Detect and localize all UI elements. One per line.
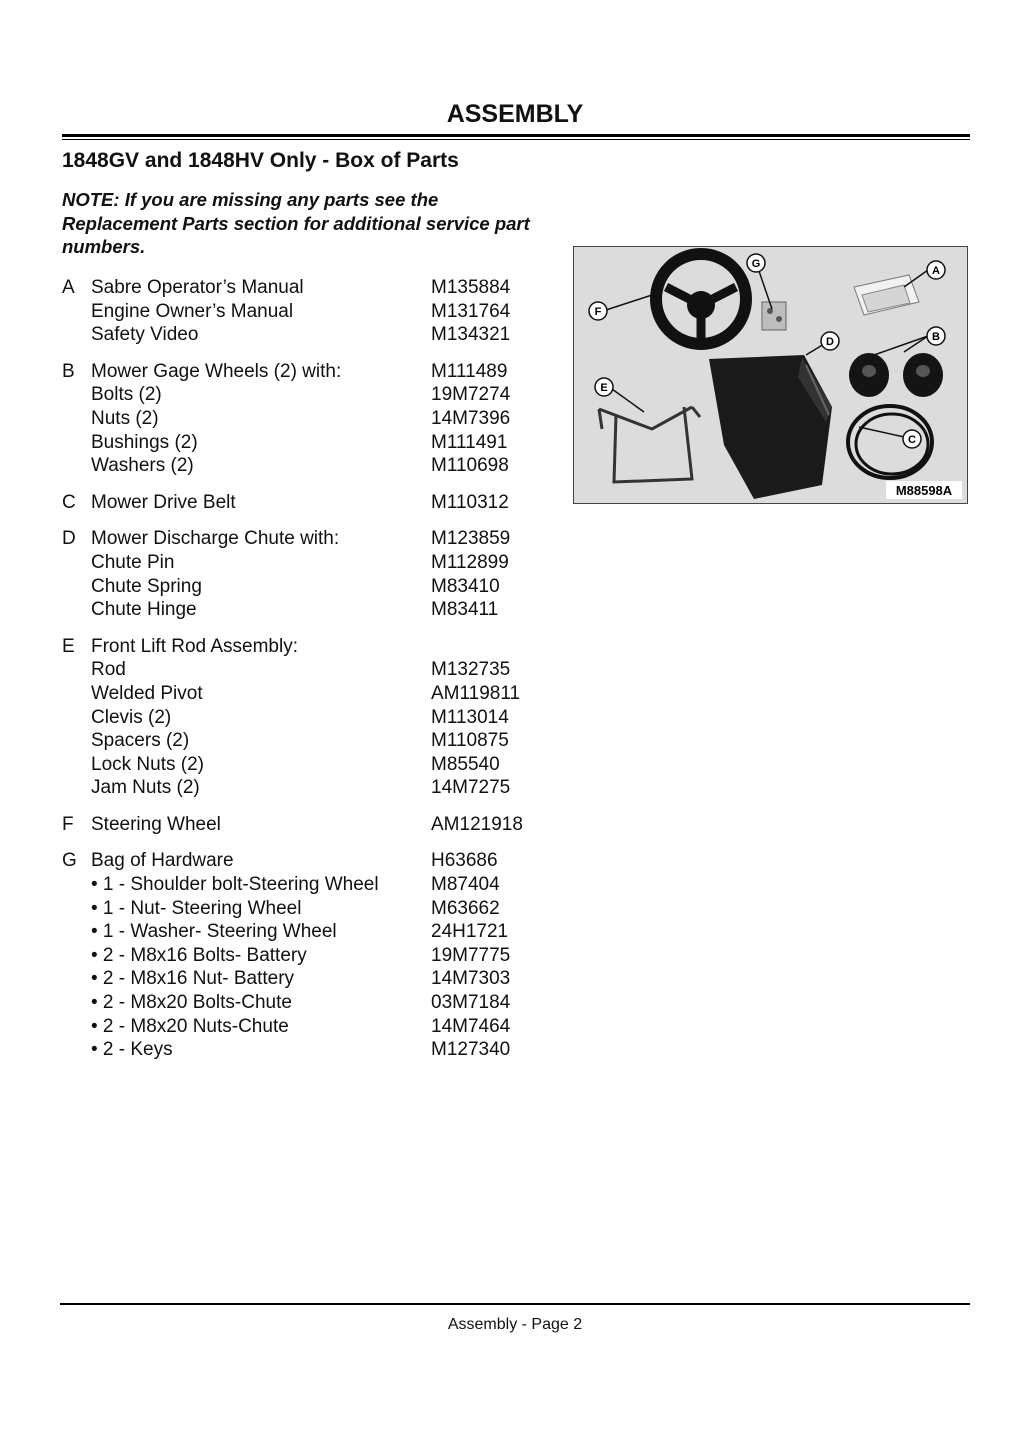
part-description: • 1 - Nut- Steering Wheel: [91, 897, 302, 919]
part-number: M87404: [431, 874, 500, 896]
discharge-chute-graphic: [709, 355, 832, 499]
part-number: 24H1721: [431, 921, 509, 943]
parts-group-letter: A: [62, 277, 75, 298]
parts-row: [62, 658, 562, 682]
callout-c: C: [908, 434, 916, 446]
callout-b: B: [932, 331, 940, 343]
parts-group-letter: D: [62, 528, 76, 550]
part-number: M110312: [431, 491, 509, 513]
part-description: Engine Owner’s Manual: [91, 300, 294, 322]
parts-group-e: [62, 635, 562, 800]
parts-illustration: [574, 247, 967, 503]
manuals-graphic: [854, 275, 919, 315]
part-number: M113014: [431, 706, 509, 728]
parts-row: [62, 920, 562, 944]
section-heading: 1848GV and 1848HV Only - Box of Parts: [62, 149, 459, 172]
page-title: ASSEMBLY: [446, 100, 584, 128]
part-number: 14M7275: [431, 777, 511, 799]
parts-group-letter: B: [62, 360, 75, 382]
parts-row: [62, 598, 562, 622]
parts-row: [62, 813, 562, 837]
part-number: M111489: [431, 360, 508, 382]
part-number: M127340: [431, 1039, 511, 1061]
part-number: 14M7303: [431, 968, 511, 990]
part-description: • 1 - Washer- Steering Wheel: [91, 921, 337, 943]
part-description: Chute Spring: [91, 575, 202, 597]
part-description: Lock Nuts (2): [91, 753, 204, 775]
parts-row: [62, 1038, 562, 1062]
part-description: Sabre Operator’s Manual: [91, 277, 304, 298]
part-description: • 2 - M8x20 Bolts-Chute: [91, 992, 292, 1014]
callout-e: E: [600, 382, 608, 394]
part-description: Nuts (2): [91, 407, 159, 429]
parts-row: [62, 1015, 562, 1039]
parts-row: [62, 897, 562, 921]
parts-row: [62, 706, 562, 730]
part-number: AM121918: [431, 813, 523, 835]
lift-rod-graphic: [599, 407, 700, 482]
part-description: Welded Pivot: [91, 682, 203, 704]
part-description: • 2 - M8x16 Nut- Battery: [91, 968, 295, 990]
parts-row: [62, 635, 562, 659]
part-number: H63686: [431, 850, 498, 872]
parts-row: [62, 431, 562, 455]
parts-row: [62, 491, 562, 515]
callout-a: A: [932, 265, 940, 277]
part-number: M83410: [431, 575, 500, 597]
part-number: M112899: [431, 551, 509, 573]
parts-row: [62, 682, 562, 706]
parts-row: [62, 753, 562, 777]
parts-group-a: [62, 276, 562, 347]
parts-row: [62, 323, 562, 347]
part-description: Bolts (2): [91, 384, 162, 406]
parts-group-d: [62, 527, 562, 621]
parts-row: [62, 991, 562, 1015]
part-description: Rod: [91, 659, 126, 681]
callout-g: G: [751, 258, 761, 270]
parts-group-b: [62, 360, 562, 478]
parts-group-g: [62, 849, 562, 1061]
part-description: Chute Hinge: [91, 599, 197, 621]
part-description: Washers (2): [91, 455, 194, 477]
parts-group-letter: G: [62, 850, 77, 872]
part-number: 03M7184: [431, 992, 511, 1014]
parts-row: [62, 360, 562, 384]
part-description: Front Lift Rod Assembly:: [91, 635, 298, 657]
part-description: Spacers (2): [91, 730, 190, 752]
part-number: M131764: [431, 300, 511, 322]
part-description: • 2 - Keys: [91, 1039, 173, 1061]
part-description: Mower Drive Belt: [91, 491, 236, 513]
part-number: 19M7274: [431, 384, 511, 406]
part-description: Clevis (2): [91, 706, 172, 728]
parts-row: [62, 527, 562, 551]
part-number: M85540: [431, 753, 500, 775]
parts-group-c: [62, 491, 562, 515]
part-number: M110875: [431, 730, 509, 752]
part-number: M123859: [431, 528, 511, 550]
parts-row: [62, 776, 562, 800]
footer-rule: [60, 1303, 970, 1305]
parts-row: [62, 454, 562, 478]
part-description: Safety Video: [91, 324, 199, 346]
part-number: M83411: [431, 599, 499, 621]
part-description: Steering Wheel: [91, 813, 221, 835]
parts-group-f: [62, 813, 562, 837]
part-number: 19M7775: [431, 944, 511, 966]
page-footer: Assembly - Page 2: [447, 1316, 583, 1333]
part-number: M63662: [431, 897, 500, 919]
parts-row: [62, 944, 562, 968]
part-number: M134321: [431, 324, 511, 346]
part-number: 14M7396: [431, 407, 511, 429]
parts-row: [62, 967, 562, 991]
hardware-bag-graphic: [762, 302, 786, 330]
parts-row: [62, 407, 562, 431]
callout-d: D: [826, 336, 834, 348]
parts-row: [62, 873, 562, 897]
title-rule-thin: [62, 139, 970, 140]
parts-row: [62, 729, 562, 753]
parts-group-letter: E: [62, 635, 75, 657]
callout-f: F: [594, 306, 602, 318]
parts-group-letter: C: [62, 491, 76, 513]
figure-id-label: M88598A: [895, 483, 953, 498]
parts-row: [62, 551, 562, 575]
parts-row: [62, 575, 562, 599]
parts-list: [62, 276, 562, 1075]
parts-row: [62, 383, 562, 407]
gage-wheels-graphic: [849, 353, 943, 397]
part-description: • 2 - M8x16 Bolts- Battery: [91, 944, 307, 966]
title-rule-thick: [62, 134, 970, 137]
part-description: Chute Pin: [91, 551, 175, 573]
part-description: • 2 - M8x20 Nuts-Chute: [91, 1015, 289, 1037]
part-number: AM119811: [431, 682, 521, 704]
part-number: M111491: [431, 431, 508, 453]
parts-row: [62, 276, 562, 300]
parts-row: [62, 300, 562, 324]
part-number: M132735: [431, 659, 511, 681]
part-number: M135884: [431, 277, 511, 298]
part-description: Jam Nuts (2): [91, 777, 200, 799]
part-number: M110698: [431, 455, 509, 477]
part-description: Mower Discharge Chute with:: [91, 528, 340, 550]
parts-photo: [573, 246, 968, 504]
note-text: NOTE: If you are missing any parts see the Replacement Parts section for additional service part numbers.: [62, 189, 530, 257]
part-number: 14M7464: [431, 1015, 511, 1037]
parts-row: [62, 849, 562, 873]
parts-group-letter: F: [62, 813, 74, 835]
part-description: Bag of Hardware: [91, 850, 234, 872]
part-description: • 1 - Shoulder bolt-Steering Wheel: [91, 874, 379, 896]
steering-wheel-graphic: [656, 254, 746, 344]
part-description: Bushings (2): [91, 431, 198, 453]
part-description: Mower Gage Wheels (2) with:: [91, 360, 342, 382]
